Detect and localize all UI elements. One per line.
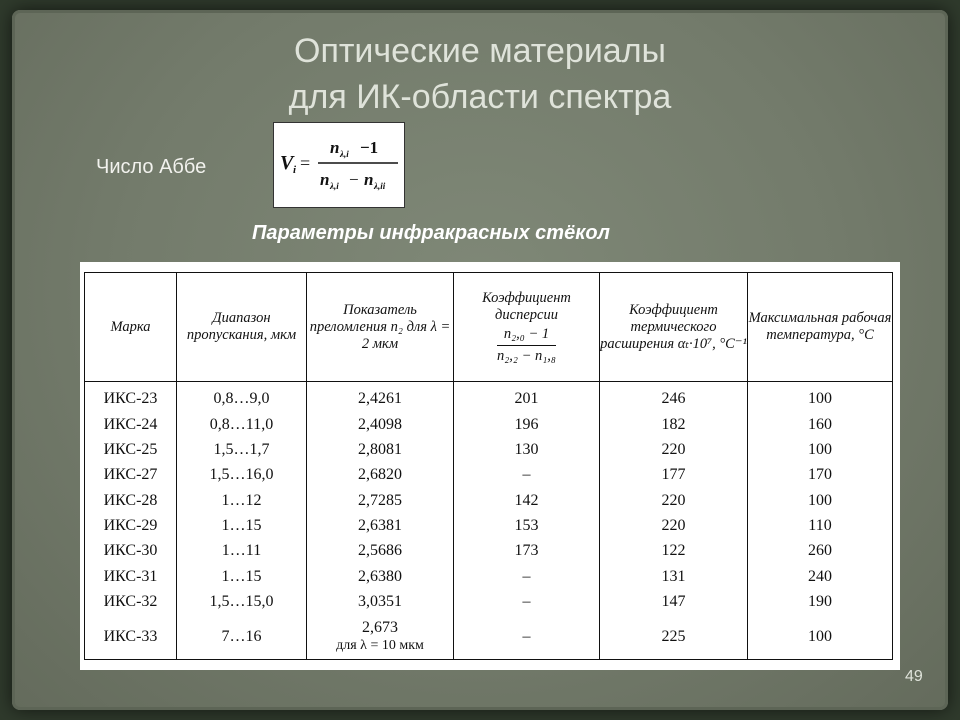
cell-thermal: 220 <box>600 488 748 513</box>
cell-refraction: 2,8081 <box>307 437 454 462</box>
cell-range: 0,8…9,0 <box>177 382 307 412</box>
cell-dispersion: – <box>454 462 600 487</box>
cell-range: 7…16 <box>177 614 307 659</box>
cell-temperature: 100 <box>748 488 893 513</box>
cell-refraction: 2,6381 <box>307 513 454 538</box>
cell-refraction-note: для λ = 10 мкм <box>336 637 424 653</box>
cell-thermal: 220 <box>600 513 748 538</box>
cell-range: 1,5…15,0 <box>177 589 307 614</box>
table-row <box>85 437 893 462</box>
table-row <box>85 382 893 412</box>
dispersion-fraction <box>497 326 556 365</box>
cell-temperature: 100 <box>748 382 893 412</box>
cell-thermal: 131 <box>600 564 748 589</box>
header-thermal-expansion: Коэффициент термического расширения αₜ·10⁷, °C⁻¹ <box>600 273 748 382</box>
formula-numerator-tail: −1 <box>360 138 379 157</box>
cell-dispersion: 196 <box>454 411 600 436</box>
title-line-1: Оптические материалы <box>294 32 666 70</box>
cell-range: 1,5…16,0 <box>177 462 307 487</box>
cell-refraction: 3,0351 <box>307 589 454 614</box>
cell-temperature: 160 <box>748 411 893 436</box>
table-row <box>85 488 893 513</box>
cell-mark: ИКС-25 <box>85 437 177 462</box>
formula-denominator-a: n <box>320 170 330 189</box>
header-dispersion-title: Коэффициент дисперсии <box>482 289 571 323</box>
cell-dispersion: 130 <box>454 437 600 462</box>
cell-range: 1…15 <box>177 513 307 538</box>
table-row <box>85 462 893 487</box>
cell-thermal: 147 <box>600 589 748 614</box>
cell-thermal: 225 <box>600 614 748 659</box>
cell-range: 0,8…11,0 <box>177 411 307 436</box>
cell-thermal: 122 <box>600 538 748 563</box>
formula-denominator-a-sub: λ,i <box>330 181 339 191</box>
cell-mark: ИКС-31 <box>85 564 177 589</box>
cell-dispersion: 201 <box>454 382 600 412</box>
cell-refraction: 2,6380 <box>307 564 454 589</box>
table-header-row <box>85 273 893 382</box>
cell-dispersion: 153 <box>454 513 600 538</box>
header-mark: Марка <box>85 273 177 382</box>
table-title: Параметры инфракрасных стёкол <box>252 222 610 244</box>
table-row <box>85 513 893 538</box>
cell-mark: ИКС-28 <box>85 488 177 513</box>
abbe-number-label: Число Аббе <box>96 156 207 178</box>
cell-temperature: 100 <box>748 437 893 462</box>
svg-text:=: = <box>300 153 311 173</box>
header-refraction: Показатель преломления n₂ для λ = 2 мкм <box>307 273 454 382</box>
cell-dispersion: 173 <box>454 538 600 563</box>
dispersion-numerator: n₂,₀ − 1 <box>497 326 556 346</box>
header-range: Диапазон пропускания, мкм <box>177 273 307 382</box>
cell-mark: ИКС-24 <box>85 411 177 436</box>
abbe-formula <box>273 122 405 208</box>
cell-mark: ИКС-27 <box>85 462 177 487</box>
formula-numerator-sub: λ,i <box>340 149 349 159</box>
cell-temperature: 170 <box>748 462 893 487</box>
cell-thermal: 182 <box>600 411 748 436</box>
cell-dispersion: 142 <box>454 488 600 513</box>
table-row <box>85 614 893 659</box>
formula-lhs: V <box>280 152 294 174</box>
cell-refraction-value: 2,673 <box>362 618 398 636</box>
cell-dispersion: – <box>454 614 600 659</box>
table-row <box>85 564 893 589</box>
cell-range: 1,5…1,7 <box>177 437 307 462</box>
cell-refraction: 2,4261 <box>307 382 454 412</box>
header-dispersion <box>454 273 600 382</box>
table-row <box>85 411 893 436</box>
cell-thermal: 177 <box>600 462 748 487</box>
cell-temperature: 240 <box>748 564 893 589</box>
cell-dispersion: – <box>454 589 600 614</box>
cell-temperature: 110 <box>748 513 893 538</box>
cell-refraction: 2,5686 <box>307 538 454 563</box>
ir-glass-table-panel <box>80 262 900 670</box>
cell-mark: ИКС-33 <box>85 614 177 659</box>
table-row <box>85 538 893 563</box>
cell-refraction <box>307 614 454 659</box>
formula-denominator-b: n <box>364 170 374 189</box>
cell-mark: ИКС-29 <box>85 513 177 538</box>
cell-temperature: 100 <box>748 614 893 659</box>
formula-lhs-sub: i <box>293 164 297 176</box>
cell-range: 1…11 <box>177 538 307 563</box>
cell-refraction: 2,4098 <box>307 411 454 436</box>
slide-title <box>0 28 960 120</box>
cell-mark: ИКС-23 <box>85 382 177 412</box>
cell-mark: ИКС-30 <box>85 538 177 563</box>
cell-temperature: 260 <box>748 538 893 563</box>
table-row <box>85 589 893 614</box>
title-line-2: для ИК-области спектра <box>288 78 672 116</box>
cell-range: 1…12 <box>177 488 307 513</box>
cell-dispersion: – <box>454 564 600 589</box>
ir-glass-table <box>84 272 893 660</box>
page-number: 49 <box>905 668 923 685</box>
dispersion-denominator: n₂,₂ − n₁,₈ <box>497 347 556 364</box>
svg-text:−: − <box>349 170 359 189</box>
cell-range: 1…15 <box>177 564 307 589</box>
formula-numerator: n <box>330 138 340 157</box>
cell-temperature: 190 <box>748 589 893 614</box>
formula-denominator-b-sub: λ,ii <box>374 181 386 191</box>
cell-refraction: 2,6820 <box>307 462 454 487</box>
cell-thermal: 220 <box>600 437 748 462</box>
cell-refraction: 2,7285 <box>307 488 454 513</box>
header-max-temperature: Максимальная рабочая температура, °С <box>748 273 893 382</box>
cell-mark: ИКС-32 <box>85 589 177 614</box>
cell-thermal: 246 <box>600 382 748 412</box>
